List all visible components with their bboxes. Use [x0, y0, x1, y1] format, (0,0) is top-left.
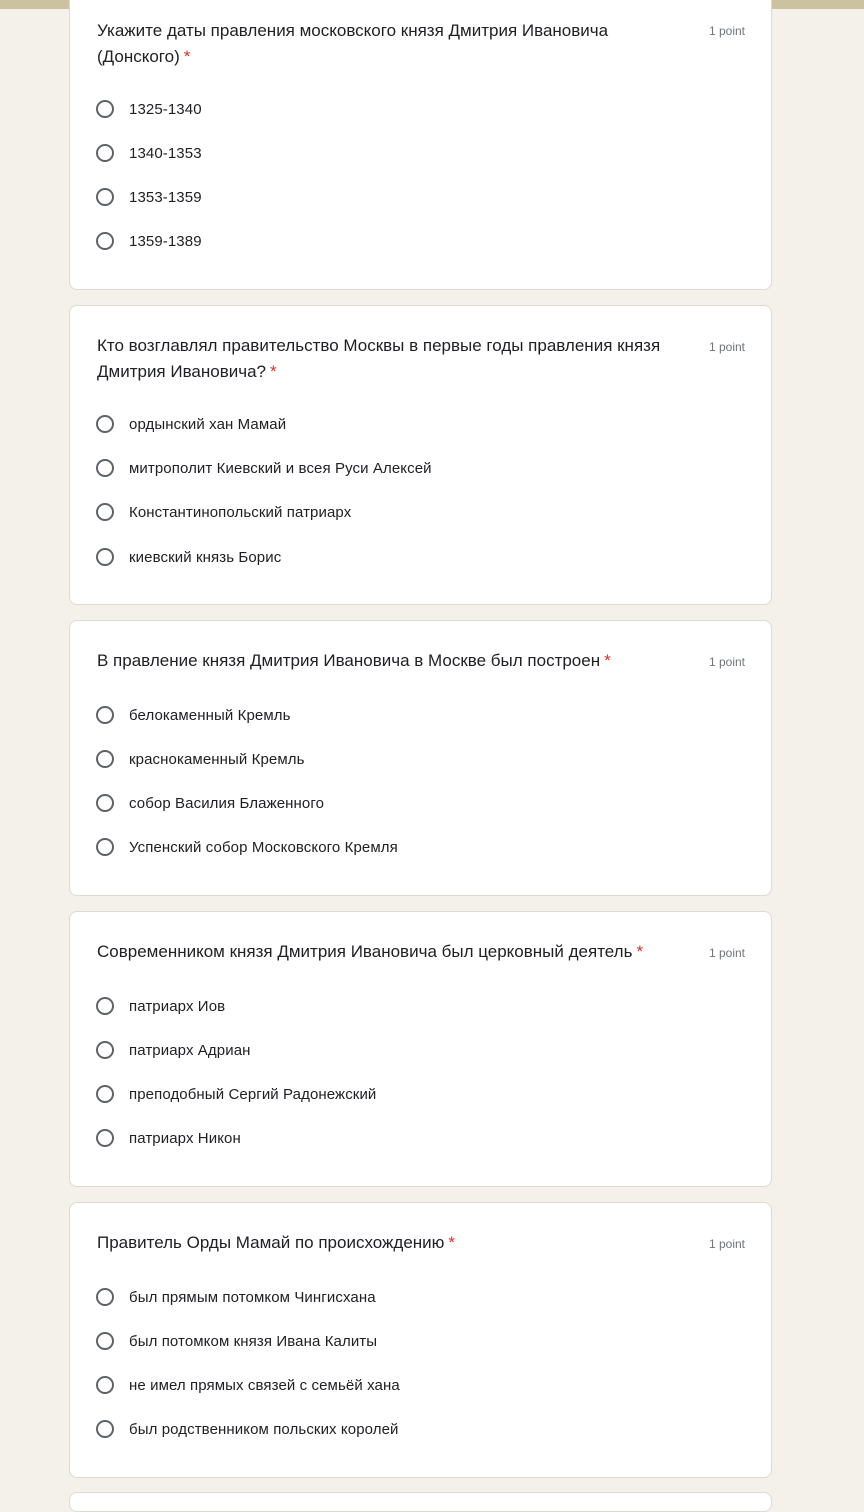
question-card-1: [69, 0, 772, 290]
question-title: [97, 1230, 697, 1256]
points-label: 1 point: [708, 946, 745, 960]
question-title: [97, 333, 697, 385]
option-2[interactable]: [96, 1329, 377, 1353]
radio-button[interactable]: [96, 1376, 114, 1394]
points-label: 1 point: [708, 340, 745, 354]
radio-button[interactable]: [96, 1085, 114, 1103]
option-4[interactable]: [96, 1126, 241, 1150]
radio-button[interactable]: [96, 232, 114, 250]
option-1[interactable]: [96, 1285, 376, 1309]
option-label: не имел прямых связей с семьёй хана: [129, 1376, 400, 1394]
radio-button[interactable]: [96, 548, 114, 566]
radio-button[interactable]: [96, 503, 114, 521]
question-title: [97, 18, 697, 70]
option-label: собор Василия Блаженного: [129, 794, 325, 812]
option-label: преподобный Сергий Радонежский: [129, 1085, 377, 1103]
question-title: [97, 939, 697, 965]
option-label: киевский князь Борис: [129, 548, 282, 566]
question-title: [97, 648, 697, 674]
option-2[interactable]: [96, 747, 305, 771]
required-asterisk: *: [183, 47, 191, 66]
radio-button[interactable]: [96, 144, 114, 162]
option-label: краснокаменный Кремль: [129, 750, 305, 768]
option-2[interactable]: [96, 1038, 251, 1062]
option-2[interactable]: [96, 141, 202, 165]
option-2[interactable]: [96, 456, 432, 480]
option-1[interactable]: [96, 412, 286, 436]
question-text: В правление князя Дмитрия Ивановича в Москве был построен: [97, 651, 601, 670]
radio-button[interactable]: [96, 1129, 114, 1147]
option-4[interactable]: [96, 545, 281, 569]
question-card-5: [69, 1202, 772, 1478]
radio-button[interactable]: [96, 750, 114, 768]
option-label: был родственником польских королей: [129, 1420, 399, 1438]
option-label: патриарх Никон: [129, 1129, 241, 1147]
option-label: патриарх Адриан: [129, 1041, 251, 1059]
option-3[interactable]: [96, 500, 351, 524]
option-label: ордынский хан Мамай: [129, 415, 287, 433]
option-label: патриарх Иов: [129, 997, 226, 1015]
option-1[interactable]: [96, 97, 202, 121]
option-label: 1353-1359: [129, 188, 202, 206]
radio-button[interactable]: [96, 997, 114, 1015]
option-3[interactable]: [96, 1373, 400, 1397]
required-asterisk: *: [448, 1233, 456, 1252]
points-label: 1 point: [708, 1237, 745, 1251]
option-4[interactable]: [96, 835, 398, 859]
points-label: 1 point: [708, 24, 745, 38]
option-3[interactable]: [96, 1082, 376, 1106]
option-1[interactable]: [96, 994, 225, 1018]
required-asterisk: *: [270, 362, 277, 381]
question-text: Современником князя Дмитрия Ивановича был церковный деятель: [97, 942, 633, 961]
points-label: 1 point: [708, 655, 745, 669]
option-label: 1340-1353: [129, 144, 202, 162]
option-4[interactable]: [96, 1417, 399, 1441]
radio-button[interactable]: [96, 415, 114, 433]
question-text: Правитель Орды Мамай по происхождению: [97, 1233, 445, 1252]
radio-button[interactable]: [96, 838, 114, 856]
radio-button[interactable]: [96, 100, 114, 118]
radio-button[interactable]: [96, 459, 114, 477]
required-asterisk: *: [636, 942, 644, 961]
option-label: митрополит Киевский и всея Руси Алексей: [129, 459, 432, 477]
radio-button[interactable]: [96, 1288, 114, 1306]
radio-button[interactable]: [96, 706, 114, 724]
option-label: 1359-1389: [129, 232, 202, 250]
option-label: Константинопольский патриарх: [129, 503, 352, 521]
option-label: 1325-1340: [129, 100, 202, 118]
radio-button[interactable]: [96, 1332, 114, 1350]
radio-button[interactable]: [96, 794, 114, 812]
option-3[interactable]: [96, 185, 202, 209]
question-card-2: [69, 305, 772, 605]
option-4[interactable]: [96, 229, 202, 253]
radio-button[interactable]: [96, 1420, 114, 1438]
option-3[interactable]: [96, 791, 324, 815]
option-label: был потомком князя Ивана Калиты: [129, 1332, 378, 1350]
radio-button[interactable]: [96, 1041, 114, 1059]
option-1[interactable]: [96, 703, 291, 727]
next-question-card-edge: [69, 1492, 772, 1512]
required-asterisk: *: [604, 651, 611, 670]
question-card-3: [69, 620, 772, 896]
question-text: Кто возглавлял правительство Москвы в первые годы правления князя Дмитрия Ивановича?: [97, 336, 661, 381]
option-label: был прямым потомком Чингисхана: [129, 1288, 376, 1306]
question-card-4: [69, 911, 772, 1187]
radio-button[interactable]: [96, 188, 114, 206]
question-text: Укажите даты правления московского князя Дмитрия Ивановича (Донского): [97, 21, 609, 66]
option-label: белокаменный Кремль: [129, 706, 291, 724]
option-label: Успенский собор Московского Кремля: [129, 838, 398, 856]
